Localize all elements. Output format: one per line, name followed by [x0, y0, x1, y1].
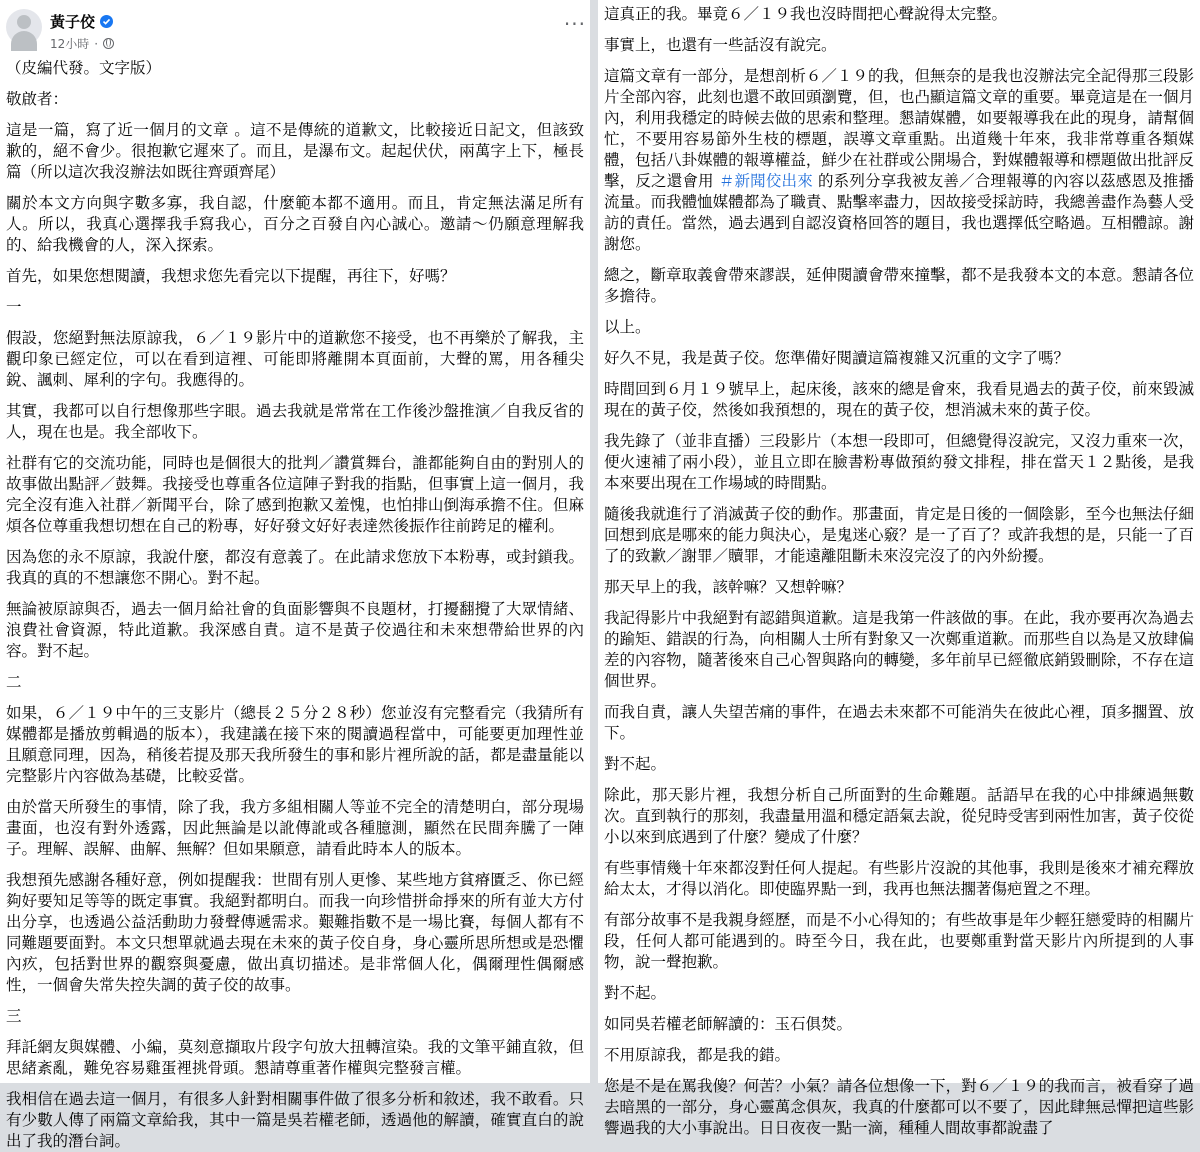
post-paragraph: 敬啟者：	[6, 90, 69, 108]
post-paragraph: 以上。	[604, 318, 651, 336]
post-column-left	[0, 0, 590, 1150]
post-paragraph: 其實，我都可以自行想像那些字眼。過去我就是常常在工作後沙盤推演／自我反省的人，現在也是。我全部收下。	[6, 402, 584, 441]
more-options-icon[interactable]: ···	[563, 12, 586, 36]
post-paragraph: 我先錄了（並非直播）三段影片（本想一段即可，但總覺得沒說完，又沒力重來一次，便火速補了兩小段），並且立即在臉書粉專做預約發文排程，排在當天１２點後，是我本來要出現在工作場域的時間點。	[604, 432, 1194, 492]
avatar[interactable]	[6, 9, 42, 45]
post-paragraph: 因為您的永不原諒，我說什麼，都沒有意義了。在此請求您放下本粉專，或封鎖我。我真的真的不想讓您不開心。對不起。	[6, 548, 584, 587]
post-paragraph: 不用原諒我，都是我的錯。	[604, 1046, 791, 1064]
meta-separator: ·	[94, 36, 99, 51]
post-paragraph: 有些事情幾十年來都沒對任何人提起。有些影片沒說的其他事，我則是後來才補充釋放給太太，才得以消化。即使臨界點一到，我再也無法擱著傷疤置之不理。	[604, 859, 1194, 898]
post-paragraph: 二	[6, 673, 22, 691]
post-paragraph: 社群有它的交流功能，同時也是個很大的批判／讚賞舞台，誰都能夠自由的對別人的故事做出點評／鼓舞。我接受也尊重各位這陣子對我的指點，但事實上這一個月，我完全沒有進入社群／新聞平台，除了感到抱歉又羞愧，也怕排山倒海承擔不住。但麻煩各位尊重我想切想在自己的粉專，好好發文好好表達然後振作往前跨足的權利。	[6, 454, 584, 535]
post-paragraph: 除此，那天影片裡，我想分析自己所面對的生命難題。話語早在我的心中排練過無數次。直到執行的那刻，我盡量用溫和穩定語氣去說，從兒時受害到兩性加害，黃子佼從小以來到底遇到了什麼？變成了什麼？	[604, 786, 1194, 846]
post-meta	[50, 35, 114, 52]
globe-icon[interactable]	[103, 38, 114, 49]
post-paragraph-text: 系列分享我被友善／合理報導的內容以茲感恩及推播流量。而我體恤媒體都為了職責、點擊率盡力，因故接受採訪時，我總善盡作為藝人受訪的責任。當然，過去遇到自認沒資格回答的題目，我也選擇低空略過。互相體諒。謝謝您。	[604, 172, 1194, 253]
post-paragraph: 如同吳若權老師解讀的：玉石俱焚。	[604, 1015, 853, 1033]
post-header	[0, 0, 590, 58]
post-paragraph: 首先，如果您想閱讀，我想求您先看完以下提醒，再往下，好嗎？	[6, 267, 456, 285]
author-name[interactable]: 黃子佼	[50, 13, 96, 31]
hashtag-suffix: 的	[817, 172, 834, 190]
post-paragraph: 您是不是在罵我傻？何苦？小氣？請各位想像一下，對６／１９的我而言，被看穿了過去暗黑的一部分，身心靈萬念俱灰，我真的什麼都可以不要了，因此肆無忌憚把這些影響過我的大小事說出。日日夜夜一點一滴，種種人間故事都說盡了	[604, 1077, 1194, 1137]
post-paragraph: 由於當天所發生的事情，除了我，我方多組相關人等並不完全的清楚明白，部分現場畫面，也沒有對外透露，因此無論是以訛傳訛或各種臆測，顯然在民間奔騰了一陣子。理解、誤解、曲解、無解？但如果願意，請看此時本人的版本。	[6, 798, 584, 858]
post-paragraph: 對不起。	[604, 755, 667, 773]
post-paragraph: 無論被原諒與否，過去一個月給社會的負面影響與不良題材，打擾翻攪了大眾情緒、浪費社會資源，特此道歉。我深感自責。這不是黃子佼過往和未來想帶給世界的內容。對不起。	[6, 600, 584, 660]
post-column-right	[598, 0, 1200, 1137]
post-paragraph: 這是一篇，寫了近一個月的文章 。這不是傳統的道歉文，比較接近日記文，但該致歉的，絕不會少。很抱歉它遲來了。而且，是瀑布文。起起伏伏，兩萬字上下，極長篇（所以這次我沒辦法如既往齊頭齊尾）	[6, 121, 584, 181]
hashtag-link[interactable]: ＃新聞佼出來	[718, 172, 813, 190]
post-paragraph: 假設，您絕對無法原諒我，６／１９影片中的道歉您不接受，也不再樂於了解我，主觀印象已經定位，可以在看到這裡、可能即將離開本頁面前，大聲的罵，用各種尖銳、諷刺、犀利的字句。我應得的。	[6, 329, 584, 389]
author-row	[50, 11, 113, 32]
post-paragraph: 而我自責，讓人失望苦痛的事件，在過去未來都不可能消失在彼此心裡，頂多擱置、放下。	[604, 703, 1194, 742]
post-paragraph: 我想預先感謝各種好意，例如提醒我：世間有別人更慘、某些地方貧瘠匱乏、你已經夠好要知足等等的既定事實。我絕對都明白。而我一向珍惜拼命掙來的所有並大方付出分享，也透過公益活動助力發聲傳遞需求。艱難指數不是一場比賽，每個人都有不同難題要面對。本文只想單就過去現在未來的黃子佼自身，身心靈所思所想或是恐懼內疚，包括對世界的觀察與憂慮，做出真切描述。是非常個人化，偶爾理性偶爾感性，一個會失常失控失調的黃子佼的故事。	[6, 871, 584, 994]
verified-badge-icon	[100, 15, 113, 28]
post-paragraph: 三	[6, 1007, 22, 1025]
post-paragraph: 關於本文方向與字數多寡，我自認，什麼範本都不適用。而且，肯定無法滿足所有人。所以，我真心選擇我手寫我心，百分之百發自內心誠心。邀請～仍願意理解我的、給我機會的人，深入探索。	[6, 194, 584, 254]
post-paragraph	[604, 66, 1194, 255]
post-paragraph: 事實上，也還有一些話沒有說完。	[604, 36, 837, 54]
post-paragraph: 總之，斷章取義會帶來謬誤，延伸閱讀會帶來撞擊，都不是我發本文的本意。懇請各位多擔待。	[604, 266, 1194, 305]
post-text-left	[0, 58, 590, 1152]
post-paragraph-text: 這篇文章有一部分，是想剖析６／１９的我，但無奈的是我也沒辦法完全記得那三段影片全部內容，此刻也還不敢回頭瀏覽，但，也凸顯這篇文章的重要。畢竟這是在一個月內，利用我穩定的時候去做的思索和整理。懇請媒體，如要報導我在此的現身，請幫個忙，不要用容易節外生枝的標題，誤導文章重點。出道幾十年來，我非常尊重各類媒體，包括八卦媒體的報導權益，鮮少在社群或公開場合，對媒體報導和標題做出批評反擊，反之還會用	[604, 67, 1194, 190]
post-paragraph: 這真正的我。畢竟６／１９我也沒時間把心聲說得太完整。	[604, 5, 1008, 23]
post-paragraph: 一	[6, 298, 22, 316]
post-text-right	[598, 0, 1200, 1139]
post-paragraph: 時間回到６月１９號早上，起床後，該來的總是會來，我看見過去的黃子佼，前來毀滅現在的黃子佼，然後如我預想的，現在的黃子佼，想消滅未來的黃子佼。	[604, 380, 1194, 419]
post-paragraph: 好久不見，我是黃子佼。您準備好閱讀這篇複雜又沉重的文字了嗎？	[604, 349, 1070, 367]
post-paragraph: 如果，６／１９中午的三支影片（總長２５分２８秒）您並沒有完整看完（我猜所有媒體都是播放剪輯過的版本），我建議在接下來的閱讀過程當中，可能要更加理性並且願意同理，因為，稍後若提及那天我所發生的事和影片裡所說的話，都是盡量能以完整影片內容做為基礎，比較妥當。	[6, 704, 584, 785]
post-paragraph: 拜託網友與媒體、小編，莫刻意擷取片段字句放大扭轉渲染。我的文筆平鋪直敘，但思緒紊亂，難免容易雞蛋裡挑骨頭。懇請尊重著作權與完整發言權。	[6, 1038, 584, 1077]
post-paragraph: 有部分故事不是我親身經歷，而是不小心得知的；有些故事是年少輕狂戀愛時的相關片段，任何人都可能遇到的。時至今日，我在此，也要鄭重對當天影片內所提到的人事物，說一聲抱歉。	[604, 911, 1194, 971]
post-paragraph: 對不起。	[604, 984, 667, 1002]
post-paragraph: 那天早上的我，該幹嘛？又想幹嘛？	[604, 578, 853, 596]
post-timestamp[interactable]: 12小時	[50, 37, 90, 51]
post-paragraph: 隨後我就進行了消滅黃子佼的動作。那畫面，肯定是日後的一個陰影，至今也無法仔細回想到底是哪來的能力與決心，是鬼迷心竅？是一了百了？或許我想的是，只能一了百了的致歉／謝罪／贖罪，才能遠離阻斷未來沒完沒了的內外紛擾。	[604, 505, 1194, 565]
post-paragraph: 我記得影片中我絕對有認錯與道歉。這是我第一件該做的事。在此，我亦要再次為過去的踰矩、錯誤的行為，向相關人士所有對象又一次鄭重道歉。而那些自以為是又放肆偏差的內容物，隨著後來自己心智與路向的轉變，多年前早已經徹底銷毀刪除，不存在這個世界。	[604, 609, 1194, 690]
post-paragraph: 我相信在過去這一個月，有很多人針對相關事件做了很多分析和敘述，我不敢看。只有少數人傳了兩篇文章給我，其中一篇是吳若權老師，透過他的解讀，確實直白的說出了我的潛台詞。	[6, 1090, 584, 1150]
post-paragraph: （皮編代發。文字版）	[6, 59, 162, 77]
